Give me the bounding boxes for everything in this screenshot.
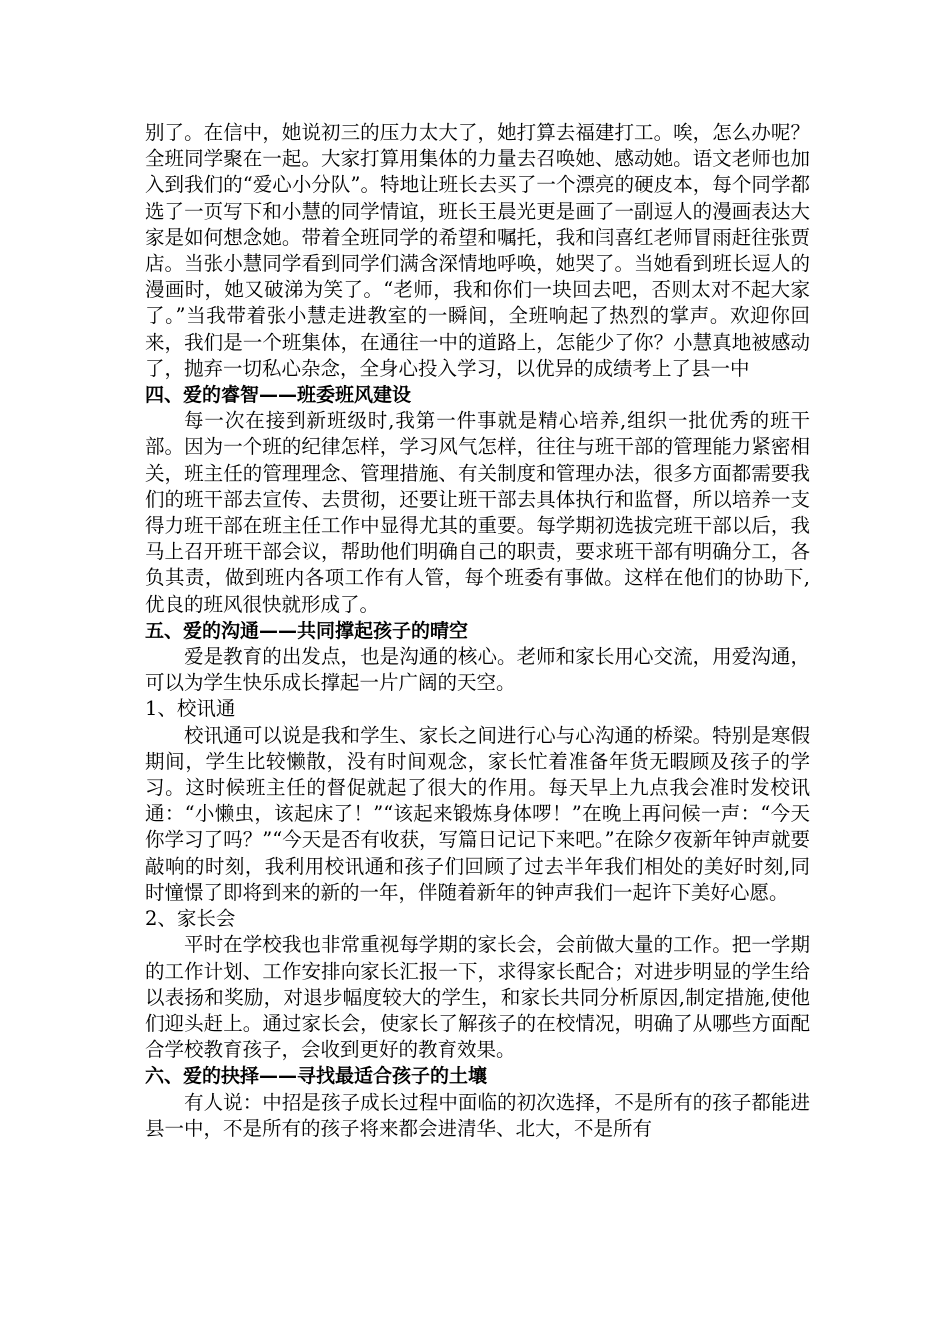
- subheading-parent-meeting: 2、家长会: [145, 907, 236, 931]
- paragraph-choice: 有人说：中招是孩子成长过程中面临的初次选择，不是所有的孩子都能进县一中，不是所有的孩子将来都会进清华、北大，不是所有: [145, 1090, 810, 1140]
- section-heading-6: 六、爱的抉择——寻找最适合孩子的土壤: [145, 1065, 488, 1088]
- document-page: [145, 120, 810, 1142]
- paragraph-communication: 爱是教育的出发点，也是沟通的核心。老师和家长用心交流，用爱沟通，可以为学生快乐成长撑起一片广阔的天空。: [145, 645, 810, 695]
- paragraph-class-committee: 每一次在接到新班级时,我第一件事就是精心培养,组织一批优秀的班干部。因为一个班的纪律怎样，学习风气怎样，往往与班干部的管理能力紧密相关，班主任的管理理念、管理措施、有关制度和管理办法，很多方面都需要我们的班干部去宣传、去贯彻，还要让班干部去具体执行和监督，所以培养一支得力班干部在班主任工作中显得尤其的重要。每学期初选拔完班干部以后，我马上召开班干部会议，帮助他们明确自己的职责，要求班干部有明确分工，各负其责，做到班内各项工作有人管，每个班委有事做。这样在他们的协助下, 优良的班风很快就形成了。: [145, 409, 810, 616]
- paragraph-parent-meeting: 平时在学校我也非常重视每学期的家长会，会前做大量的工作。把一学期的工作计划、工作安排向家长汇报一下，求得家长配合；对进步明显的学生给以表扬和奖励，对退步幅度较大的学生，和家长共同分析原因,制定措施,使他们迎头赶上。通过家长会，使家长了解孩子的在校情况，明确了从哪些方面配合学校教育孩子，会收到更好的教育效果。: [145, 933, 810, 1062]
- paragraph-school-messenger: 校讯通可以说是我和学生、家长之间进行心与心沟通的桥梁。特别是寒假期间，学生比较懒散，没有时间观念，家长忙着准备年货无暇顾及孩子的学习。这时候班主任的督促就起了很大的作用。每天早上九点我会准时发校讯通：“小懒虫，该起床了！”“该起来锻炼身体啰！”在晚上再问候一声：“今天你学习了吗？”“今天是否有收获，写篇日记记下来吧。”在除夕夜新年钟声就要敲响的时刻，我利用校讯通和孩子们回顾了过去半年我们相处的美好时刻,同时憧憬了即将到来的新的一年，伴随着新年的钟声我们一起许下美好心愿。: [145, 723, 810, 904]
- section-heading-5: 五、爱的沟通——共同撑起孩子的晴空: [145, 619, 469, 642]
- section-heading-4: 四、爱的睿智——班委班风建设: [145, 384, 412, 407]
- subheading-school-messenger: 1、校讯通: [145, 697, 236, 721]
- paragraph-continuation: 别了。在信中，她说初三的压力太大了，她打算去福建打工。唉，怎么办呢？全班同学聚在一起。大家打算用集体的力量去召唤她、感动她。语文老师也加入到我们的“爱心小分队”。特地让班长去买了一个漂亮的硬皮本，每个同学都选了一页写下和小慧的同学情谊，班长王晨光更是画了一副逗人的漫画表达大家是如何想念她。带着全班同学的希望和嘱托，我和闫喜红老师冒雨赶往张贾店。当张小慧同学看到同学们满含深情地呼唤，她哭了。当她看到班长逗人的漫画时，她又破涕为笑了。“老师，我和你们一块回去吧，否则太对不起大家了。”当我带着张小慧走进教室的一瞬间，全班响起了热烈的掌声。欢迎你回来，我们是一个班集体，在通往一中的道路上，怎能少了你？小慧真地被感动了，抛弃一切私心杂念，全身心投入学习，以优异的成绩考上了县一中: [145, 121, 810, 380]
